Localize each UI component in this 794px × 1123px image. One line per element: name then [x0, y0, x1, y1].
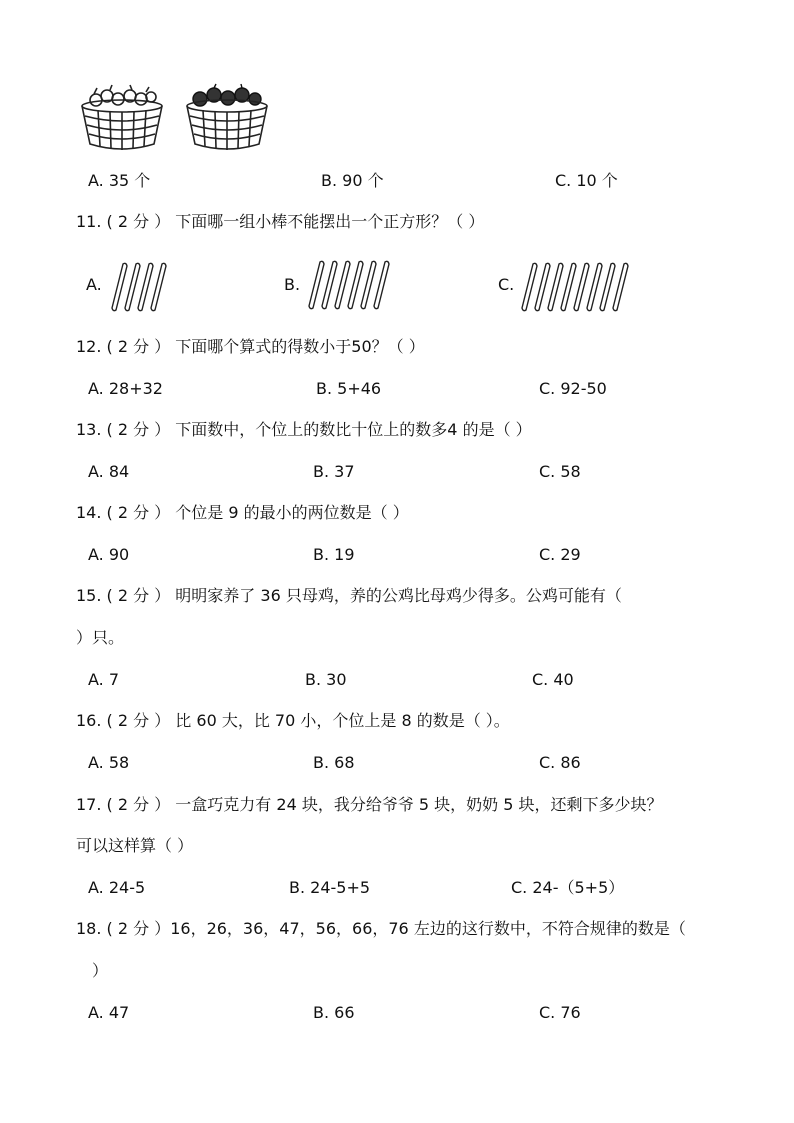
question-15-continued: ）只。 [76, 628, 125, 647]
stick [125, 263, 140, 310]
stick [548, 263, 563, 310]
stick [535, 263, 550, 310]
option-b[interactable]: B. 90 个 [321, 171, 384, 190]
option-b[interactable]: B. 68 [313, 753, 355, 772]
question-18-continued: ） [92, 961, 109, 980]
option-c[interactable]: C. 10 个 [555, 171, 618, 190]
option-c[interactable]: C. 24-（5+5） [511, 878, 625, 897]
option-a[interactable]: A. 28+32 [88, 379, 163, 398]
option-b[interactable]: B. 24-5+5 [289, 878, 371, 897]
option-c[interactable]: C. 29 [539, 545, 581, 564]
option-b[interactable]: B. 30 [305, 670, 347, 689]
question-13: 13. ( 2 分 ） 下面数中，个位上的数比十位上的数多4 的是（ ） [76, 420, 532, 439]
stick [322, 261, 337, 308]
stick [309, 261, 324, 308]
question-14: 14. ( 2 分 ） 个位是 9 的最小的两位数是（ ） [76, 503, 409, 522]
sticks-group-a[interactable] [108, 260, 178, 312]
stick [361, 261, 376, 308]
option-c[interactable]: C. 40 [532, 670, 574, 689]
option-a[interactable]: A. 47 [88, 1003, 130, 1022]
basket-icon [80, 84, 165, 154]
option-c[interactable]: C. 76 [539, 1003, 581, 1022]
stick [151, 263, 166, 310]
option-a[interactable]: A. 24-5 [88, 878, 146, 897]
question-12: 12. ( 2 分 ） 下面哪个算式的得数小于50？（ ） [76, 337, 425, 356]
question-15: 15. ( 2 分 ） 明明家养了 36 只母鸡，养的公鸡比母鸡少得多。公鸡可能有（ [76, 586, 622, 605]
basket-icon [185, 84, 270, 154]
option-a[interactable]: A. 7 [88, 670, 120, 689]
option-b[interactable]: B. 66 [313, 1003, 355, 1022]
option-b[interactable]: B. 19 [313, 545, 355, 564]
question-17: 17. ( 2 分 ） 一盒巧克力有 24 块，我分给爷爷 5 块，奶奶 5 块，还剩下多少块？ [76, 795, 663, 814]
option-c[interactable]: C. 92-50 [539, 379, 607, 398]
stick [348, 261, 363, 308]
sticks-group-c[interactable] [518, 260, 633, 312]
option-a[interactable]: A. 90 [88, 545, 130, 564]
question-18: 18. ( 2 分 ）16，26，36，47，56，66，76 左边的这行数中，不符合规律的数是（ [76, 919, 686, 938]
stick [374, 261, 389, 308]
question-16: 16. ( 2 分 ） 比 60 大，比 70 小，个位上是 8 的数是（ ）。 [76, 711, 510, 730]
option-a[interactable]: A. 58 [88, 753, 130, 772]
stick [613, 263, 628, 310]
option-b[interactable]: B. [284, 275, 301, 294]
stick [587, 263, 602, 310]
option-a[interactable]: A. 35 个 [88, 171, 151, 190]
option-c[interactable]: C. 86 [539, 753, 581, 772]
stick [112, 263, 127, 310]
stick [335, 261, 350, 308]
option-c[interactable]: C. 58 [539, 462, 581, 481]
question-17-continued: 可以这样算（ ） [76, 836, 194, 855]
stick [138, 263, 153, 310]
stick [522, 263, 537, 310]
option-a[interactable]: A. [86, 275, 102, 294]
option-b[interactable]: B. 5+46 [316, 379, 382, 398]
option-c[interactable]: C. [498, 275, 515, 294]
stick [600, 263, 615, 310]
stick [574, 263, 589, 310]
sticks-group-b[interactable] [305, 258, 395, 310]
stick [561, 263, 576, 310]
question-11: 11. ( 2 分 ） 下面哪一组小棒不能摆出一个正方形？（ ） [76, 212, 485, 231]
option-a[interactable]: A. 84 [88, 462, 130, 481]
option-b[interactable]: B. 37 [313, 462, 355, 481]
